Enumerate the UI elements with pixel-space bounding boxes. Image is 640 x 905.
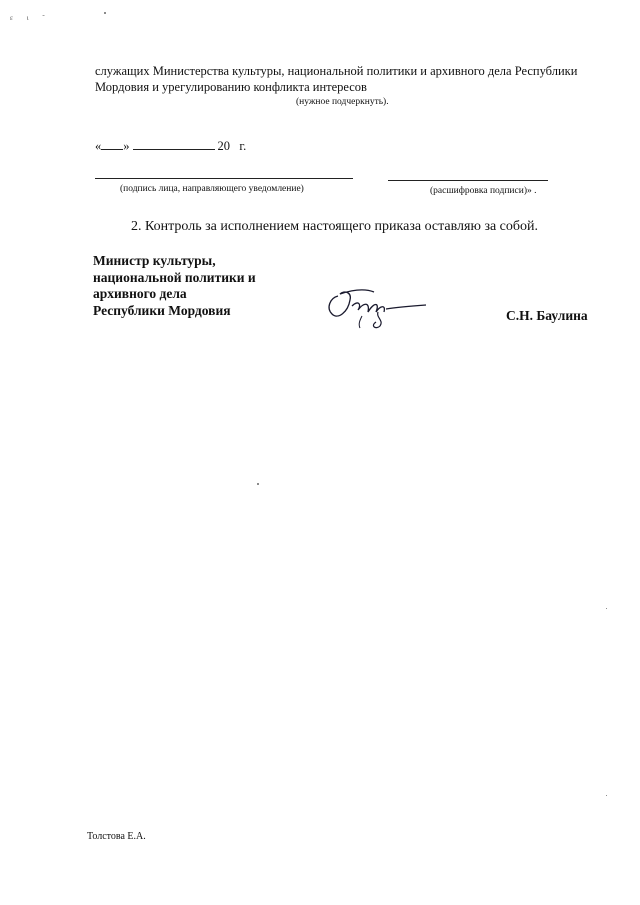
date-line xyxy=(95,137,246,154)
signature-caption: (подпись лица, направляющего уведомление) xyxy=(120,184,304,194)
signature-line xyxy=(95,178,353,179)
handwritten-signature xyxy=(318,282,430,332)
scan-speck-dot xyxy=(606,608,607,609)
minister-title-line: национальной политики и xyxy=(93,269,256,285)
signer-name: С.Н. Баулина xyxy=(506,308,588,323)
signature-decoding-caption: (расшифровка подписи)» . xyxy=(430,186,537,196)
footer-author: Толстова Е.А. xyxy=(87,831,146,842)
minister-title-line: архивного дела xyxy=(93,286,187,301)
day-blank xyxy=(101,137,123,150)
scan-specks: ε ι ˘ xyxy=(10,14,51,22)
year-prefix: 20 xyxy=(217,139,230,153)
underline-note: (нужное подчеркнуть). xyxy=(296,97,389,107)
scan-speck-dot xyxy=(606,795,607,796)
item-2-text: 2. Контроль за исполнением настоящего приказа оставляю за собой. xyxy=(131,219,539,234)
date-close-quote: » xyxy=(123,139,130,153)
scan-speck-dot xyxy=(257,483,259,485)
date-open-quote: « xyxy=(95,139,102,153)
signature-decoding-line xyxy=(388,180,548,181)
scan-speck-dot xyxy=(104,12,106,14)
minister-title xyxy=(93,253,256,319)
month-blank xyxy=(133,137,215,150)
consent-paragraph: служащих Министерства культуры, национальной политики и архивного дела Республики Мордовия и урегулированию конфликта интересов xyxy=(95,64,578,94)
minister-title-line: Республики Мордовия xyxy=(93,302,231,318)
year-suffix: г. xyxy=(239,139,247,153)
minister-title-line: Министр культуры, xyxy=(93,253,216,268)
